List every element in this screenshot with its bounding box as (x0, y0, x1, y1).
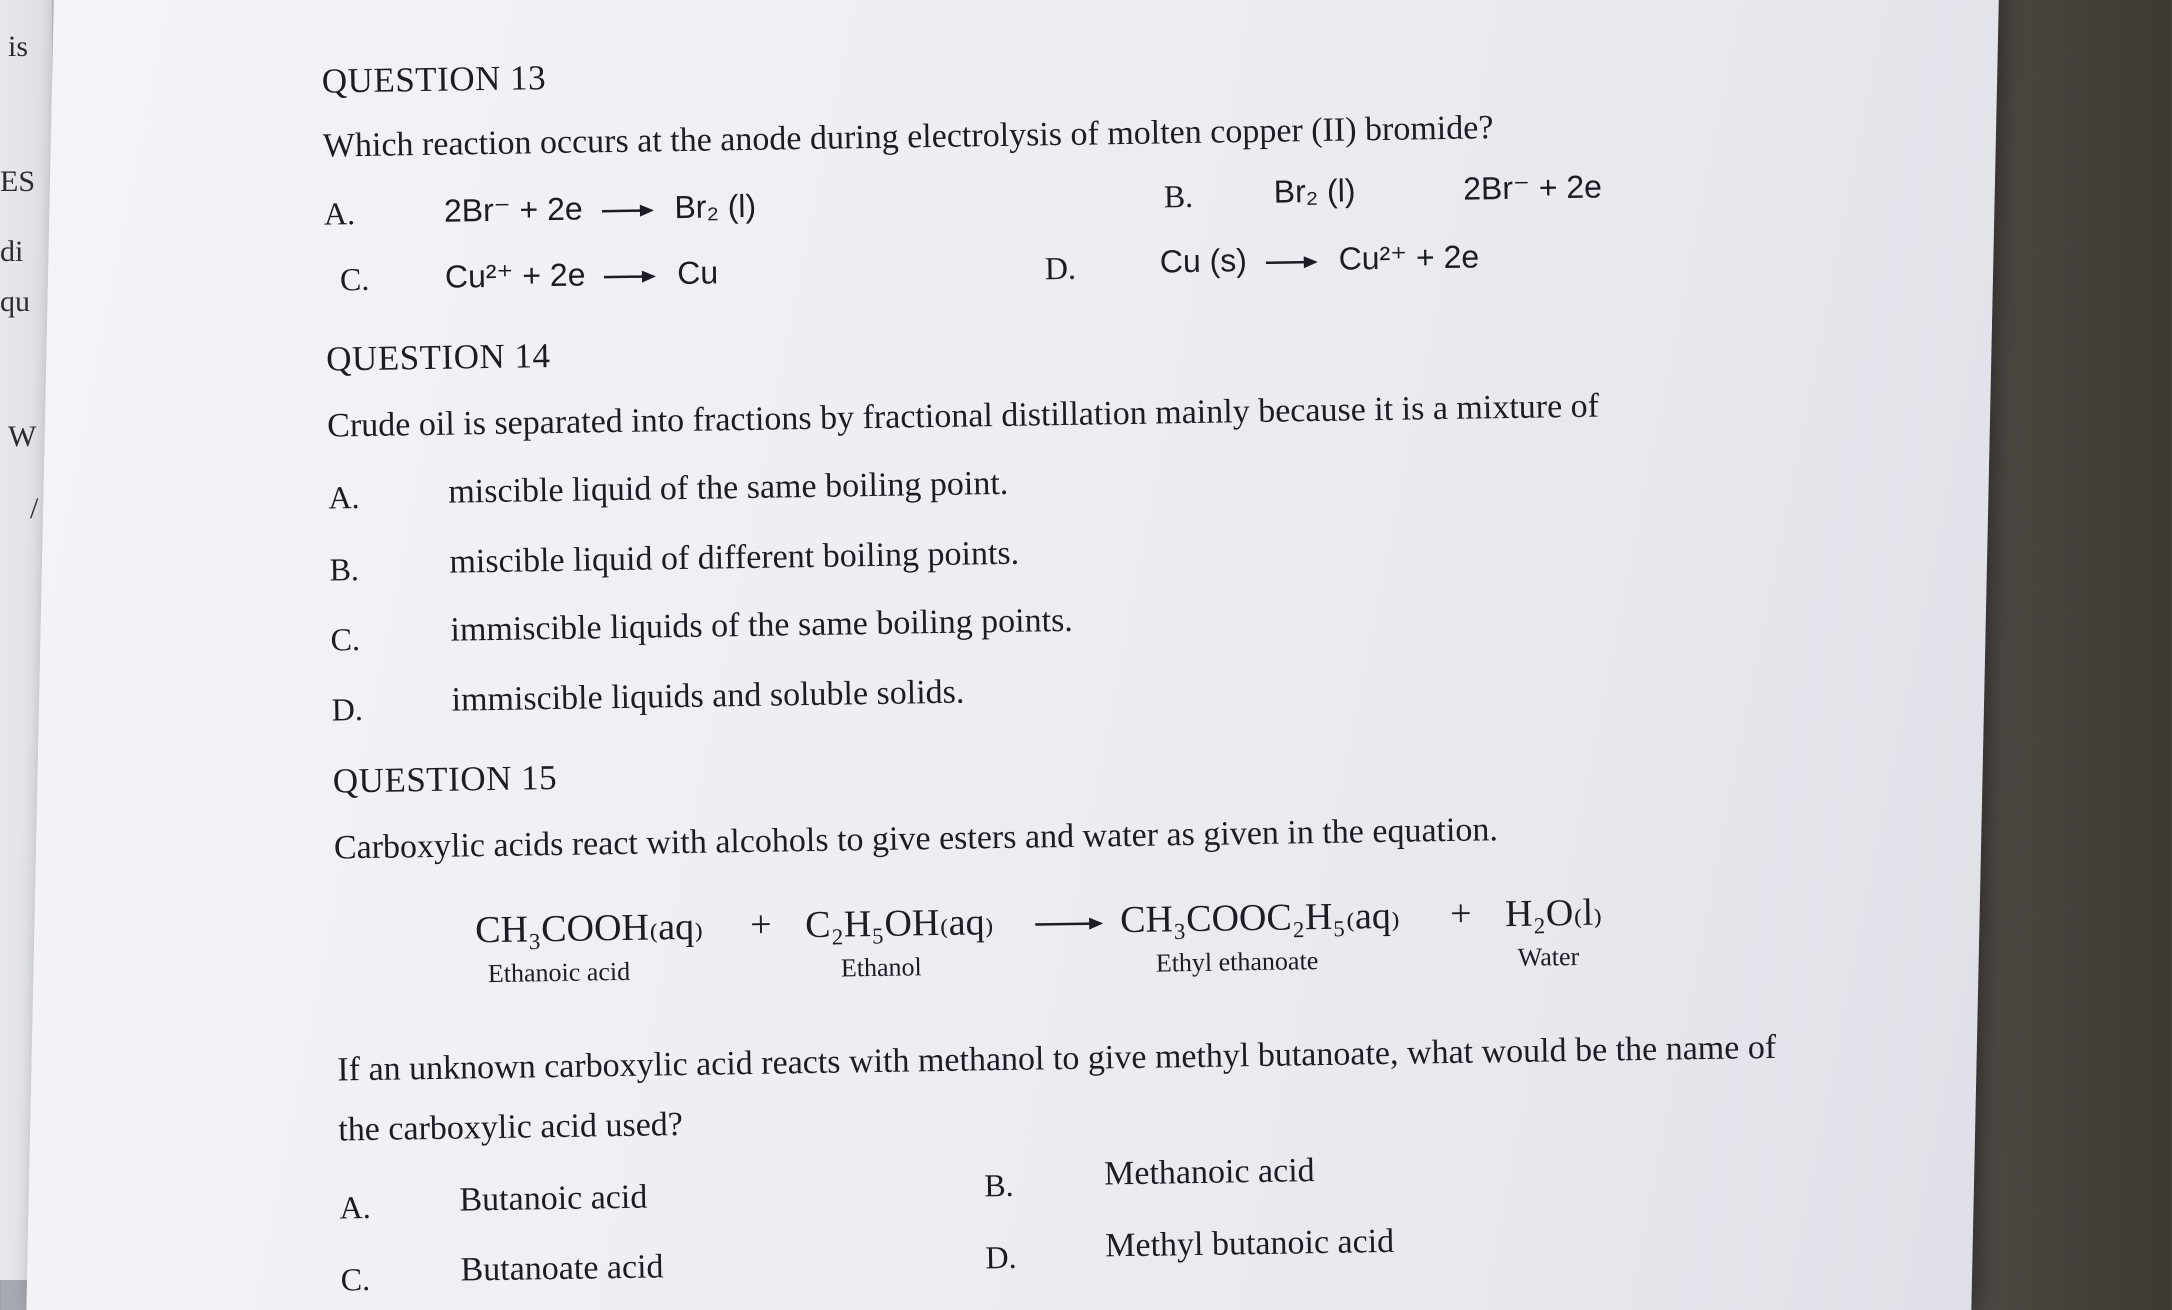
question-13-heading: QUESTION 13 (321, 58, 547, 101)
q14-option-b-letter[interactable]: B. (329, 551, 360, 588)
margin-fragment: ES (0, 165, 36, 198)
q14-option-b-text[interactable]: miscible liquid of different boiling points. (449, 534, 1020, 581)
q13-option-b-equation[interactable] (1273, 168, 1602, 211)
q15-option-d-letter[interactable]: D. (985, 1238, 1017, 1276)
q14-option-c-letter[interactable]: C. (330, 621, 361, 658)
equation-plus-1: + (749, 903, 772, 946)
margin-fragment: di (0, 235, 24, 268)
q13-option-a-letter[interactable]: A. (323, 195, 356, 232)
margin-fragment: qu (0, 285, 30, 318)
q15-option-a-letter[interactable]: A. (339, 1188, 371, 1226)
equation-reactant-1: CH₃COOH₍aq₎ (474, 905, 704, 952)
q14-option-d-text[interactable]: immiscible liquids and soluble solids. (451, 673, 965, 719)
reaction-arrow-icon (1035, 915, 1105, 932)
question-15-heading: QUESTION 15 (332, 757, 558, 801)
q13-b-lhs: Br₂ (l) (1273, 172, 1356, 210)
q13-c-rhs: Cu (676, 254, 719, 292)
equation-product-2: H₂O₍l₎ (1504, 891, 1603, 936)
q13-option-d-equation[interactable] (1159, 237, 1479, 280)
margin-fragment: W (8, 420, 37, 453)
q13-c-lhs: Cu²⁺ + 2e (444, 256, 586, 295)
question-15-question-line-2: the carboxylic acid used? (338, 1106, 684, 1149)
q13-a-lhs: 2Br⁻ + 2e (443, 190, 583, 229)
equation-reactant-1-name: Ethanoic acid (487, 956, 631, 989)
q13-option-a-equation[interactable] (444, 187, 757, 230)
q15-option-b-text[interactable]: Methanoic acid (1103, 1152, 1315, 1193)
q15-option-b-letter[interactable]: B. (983, 1166, 1014, 1204)
q13-d-rhs: Cu²⁺ + 2e (1338, 238, 1480, 277)
margin-fragment: is (8, 30, 29, 63)
question-14-heading: QUESTION 14 (325, 336, 551, 379)
equation-product-2-name: Water (1517, 941, 1580, 972)
equation-reactant-2: C₂H₅OH₍aq₎ (804, 901, 995, 947)
question-15-stem: Carboxylic acids react with alcohols to give esters and water as given in the equation. (333, 811, 1499, 867)
equation-product-1-name: Ethyl ethanoate (1155, 946, 1319, 978)
question-14-stem: Crude oil is separated into fractions by fractional distillation mainly because it is a mixture of (326, 387, 1600, 445)
q15-option-c-letter[interactable]: C. (340, 1260, 371, 1298)
q13-option-c-letter[interactable]: C. (339, 260, 370, 298)
reaction-arrow-icon (604, 268, 658, 285)
q14-option-a-letter[interactable]: A. (328, 479, 360, 516)
reaction-arrow-icon (1266, 253, 1320, 270)
equation-reactant-2-name: Ethanol (840, 952, 922, 983)
q14-option-d-letter[interactable]: D. (331, 691, 364, 728)
margin-fragment: / (30, 492, 39, 525)
q13-option-d-letter[interactable]: D. (1044, 249, 1077, 287)
q15-option-d-text[interactable]: Methyl butanoic acid (1104, 1222, 1395, 1265)
q15-option-a-text[interactable]: Butanoic acid (459, 1178, 648, 1219)
q13-a-rhs: Br₂ (l) (674, 187, 757, 226)
q14-option-a-text[interactable]: miscible liquid of the same boiling point. (448, 464, 1009, 511)
q13-option-b-letter[interactable]: B. (1163, 177, 1194, 215)
question-13-stem: Which reaction occurs at the anode during electrolysis of molten copper (II) bromide? (322, 109, 1494, 165)
q13-option-c-equation[interactable] (445, 253, 719, 295)
question-15-question-line-1: If an unknown carboxylic acid reacts with methanol to give methyl butanoate, what would be the name of (337, 1028, 1777, 1089)
q14-option-c-text[interactable]: immiscible liquids of the same boiling points. (450, 601, 1074, 649)
q15-option-c-text[interactable]: Butanoate acid (460, 1248, 664, 1289)
reaction-arrow-icon (601, 202, 655, 219)
equation-product-1: CH₃COOC₂H₅₍aq₎ (1119, 894, 1401, 942)
q13-d-lhs: Cu (s) (1159, 242, 1248, 280)
q13-b-rhs: 2Br⁻ + 2e (1462, 168, 1603, 207)
equation-plus-2: + (1449, 892, 1472, 935)
